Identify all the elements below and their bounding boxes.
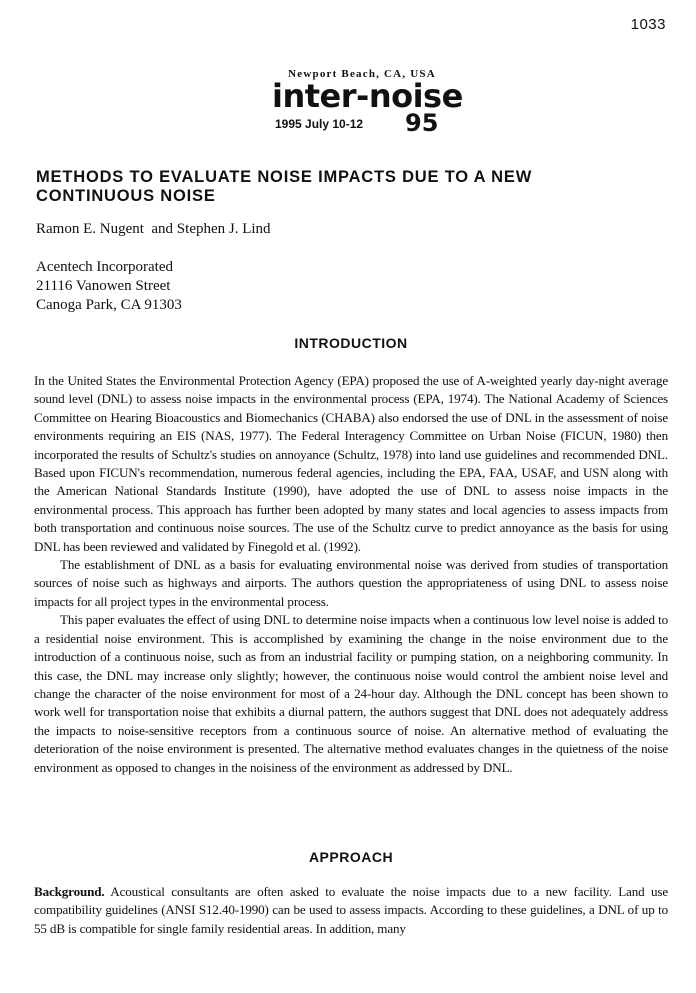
paper-title-line-1: METHODS TO EVALUATE NOISE IMPACTS DUE TO A NEW: [36, 168, 533, 186]
paper-title: [36, 168, 666, 206]
background-run-in-heading: Background.: [34, 884, 105, 899]
introduction-body: [34, 372, 668, 777]
affiliation-city: Canoga Park, CA 91303: [36, 297, 182, 313]
introduction-paragraph-1: In the United States the Environmental Protection Agency (EPA) proposed the use of A-weighted yearly day-night average sound level (DNL) to assess noise impacts in the environmental process (EPA, 1974). The National Academy of Sciences Committee on Hearing Bioacoustics and Biomechanics (CHABA) also endorsed the use of DNL in the assessment of noise environments requiring an EIS (NAS, 1977). The Federal Interagency Committee on Urban Noise (FICUN, 1980) then incorporated the results of Schultz's studies on annoyance (Schultz, 1978) into land use guidelines and recommended DNL. Based upon FICUN's recommendation, numerous federal agencies, including the EPA, FAA, USAF, and USN along with the American National Standards Institute (1990), have adopted the use of DNL to assess noise impacts in the environmental process. This approach has further been adopted by many states and local agencies to assess impacts from both transportation and continuous noise sources. The use of the Schultz curve to predict annoyance as the basis for using DNL has been reviewed and validated by Finegold et al. (1992).: [34, 373, 668, 554]
approach-body: [34, 883, 668, 938]
conference-year: 95: [405, 109, 439, 137]
introduction-paragraph-3: This paper evaluates the effect of using DNL to determine noise impacts when a continuous low level noise is added to a residential noise environment. This is accomplished by examining the change in the noise environment due to the introduction of a continuous noise, such as from an industrial facility or pumping station, on a neighboring community. In this case, the DNL may increase only slightly; however, the continuous noise would control the ambient noise level and change the character of the noise environment for most of a 24-hour day. Although the DNL concept has been shown to work well for transportation noise that exhibits a diurnal pattern, the authors suggest that DNL does not adequately address the impacts to noise-sensitive receptors from a continuous source of noise. An alternative method of evaluating the deterioration of the noise environment is presented. The alternative method evaluates changes in the quietness of the noise environment as opposed to changes in the noisiness of the environment as addressed by DNL.: [34, 612, 668, 775]
conference-dates: 1995 July 10-12: [275, 117, 364, 131]
approach-paragraph: [34, 883, 668, 938]
introduction-paragraph-2: The establishment of DNL as a basis for evaluating environmental noise was derived from studies of transportation sources of noise such as highways and airports. The authors question the appropriateness of using DNL to assess noise impacts for all project types in the environmental process.: [34, 557, 668, 609]
affiliation-organization: Acentech Incorporated: [36, 259, 174, 275]
affiliation-street: 21116 Vanowen Street: [36, 278, 171, 294]
conference-logo: inter-noise: [272, 77, 463, 115]
affiliation: [36, 258, 182, 315]
approach-paragraph-text: Acoustical consultants are often asked to evaluate the noise impacts due to a new facility. Land use compatibility guidelines (ANSI S12.40-1990) can be used to assess impacts. According to these guidelines, a DNL of up to 55 dB is compatible for single family residential areas. In addition, many: [34, 884, 668, 936]
paper-title-line-2: CONTINUOUS NOISE: [36, 187, 216, 205]
conference-location: Newport Beach, CA, USA: [288, 68, 436, 80]
approach-heading: APPROACH: [308, 849, 394, 865]
introduction-heading: INTRODUCTION: [294, 335, 408, 351]
authors: Ramon E. Nugent and Stephen J. Lind: [36, 221, 271, 237]
page-number: 1033: [630, 16, 666, 33]
